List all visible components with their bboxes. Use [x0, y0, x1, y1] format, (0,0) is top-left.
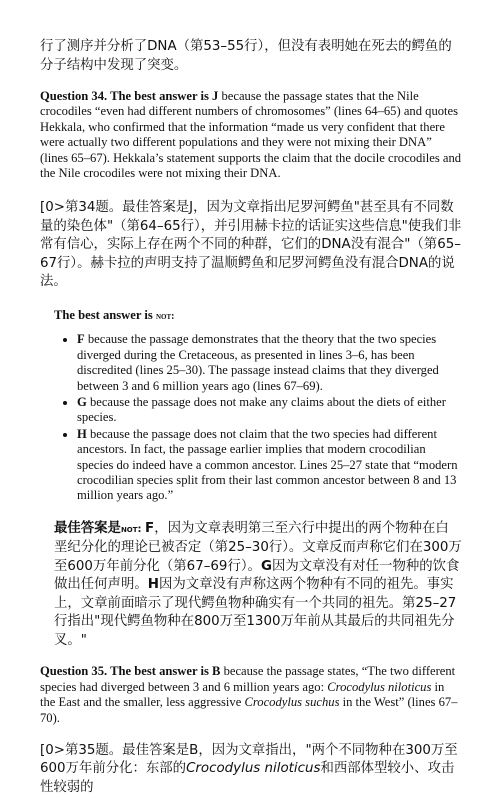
question-35-text-3: in the West” (lines 67–70).	[40, 695, 458, 725]
not-cn-text-1: ，因为文章表明第三至六行中提出的两个物种在白垩纪分化的理论已被否定（第25–30行）。文章反而声称它们在300万至600万年前分化（第67–69行）。	[54, 520, 462, 574]
not-cn-text-3: 因为文章没有声称这两个物种有不同的祖先。事实上，文章前面暗示了现代鳄鱼物种确实有一个共同的祖先。第25–27行指出"现代鳄鱼物种在800万至1300万年前从其最后的共同祖先分叉。"	[54, 577, 457, 648]
not-cn-smallcaps: not:	[120, 523, 146, 535]
not-cn-h: H	[147, 577, 159, 593]
q35-cn-text-2: 和西部体型较小、攻击性较弱的	[40, 761, 455, 795]
option-f-letter: F	[77, 332, 85, 347]
option-f-text: because the passage demonstrates that the theory that the two species diverged during the Cretaceous, as presented in lines 3–6, has been discredited (lines 25–30). The passage instead claims that they diverged between 3 and 6 million years ago (lines 67–69).	[77, 332, 439, 393]
not-cn-f: F	[145, 520, 155, 536]
not-answers-chinese	[40, 520, 462, 651]
not-cn-g: G	[260, 558, 272, 574]
q35-cn-species: Crocodylus niloticus	[186, 761, 321, 777]
wrong-answer-list	[40, 332, 462, 503]
question-35-lead: Question 35. The best answer is B	[40, 664, 221, 679]
option-h-text: because the passage does not claim that the two species had different ancestors. In fact, the passage earlier implies that modern crocodilian species do indeed have a common ancestor. Lines 25–27 state that “modern crocodilian species split from their last common ancestor between 8 and 13 million years ago.”	[77, 426, 458, 503]
not-cn-text-2: 因为文章没有对任一物种的饮食做出任何声明。	[54, 558, 460, 593]
option-h	[77, 427, 462, 504]
option-h-letter: H	[77, 426, 87, 441]
not-answers-heading	[40, 308, 462, 324]
question-34-text: because the passage states that the Nile crocodiles “even had different numbers of chromosomes” (lines 64–65) and quotes Hekkala, who confirmed that the information “made us very confident that there were actually two different populations and they were not mixing their DNA” (lines 65–67). Hekkala’s statement supports the claim that the docile crocodiles and the Nile crocodiles were not mixing their DNA.	[40, 89, 462, 181]
option-g-letter: G	[77, 394, 87, 409]
not-heading-main: The best answer is	[54, 307, 156, 322]
not-cn-lead: 最佳答案是	[54, 520, 121, 536]
q35-cn-text-1: [0>第35题。最佳答案是B，因为文章指出，"两个不同物种在300万至600万年前分化：东部的	[40, 742, 458, 777]
question-35-explanation	[40, 664, 462, 726]
question-34-chinese: [0>第34题。最佳答案是J，因为文章指出尼罗河鳄鱼"甚至具有不同数量的染色体"（第64–65行），并引用赫卡拉的话证实这些信息"使我们非常有信心，实际上存在两个不同的种群，它们的DNA没有混合"（第65–67行）。赫卡拉的声明支持了温顺鳄鱼和尼罗河鳄鱼没有混合DNA的说法。	[40, 200, 462, 290]
paragraph-top-chinese: 行了测序并分析了DNA（第53–55行），但没有表明她在死去的鳄鱼的分子结构中发现了突变。	[40, 39, 452, 73]
question-34-lead: Question 34. The best answer is J	[40, 89, 219, 103]
question-35-text-1: because the passage states, “The two different species had diverged between 3 and 6 million years ago:	[40, 664, 456, 694]
question-35-species-2: Crocodylus suchus	[244, 695, 340, 710]
question-34-explanation	[40, 89, 462, 181]
question-35-chinese	[40, 742, 462, 797]
option-g	[77, 395, 462, 426]
question-35-species-1: Crocodylus niloticus	[327, 679, 432, 694]
question-35-text-2: in the East and the smaller, less aggressive	[40, 679, 445, 710]
not-heading-smallcaps: not:	[155, 310, 175, 322]
option-f	[77, 332, 462, 394]
option-g-text: because the passage does not make any claims about the diets of either species.	[77, 394, 446, 425]
